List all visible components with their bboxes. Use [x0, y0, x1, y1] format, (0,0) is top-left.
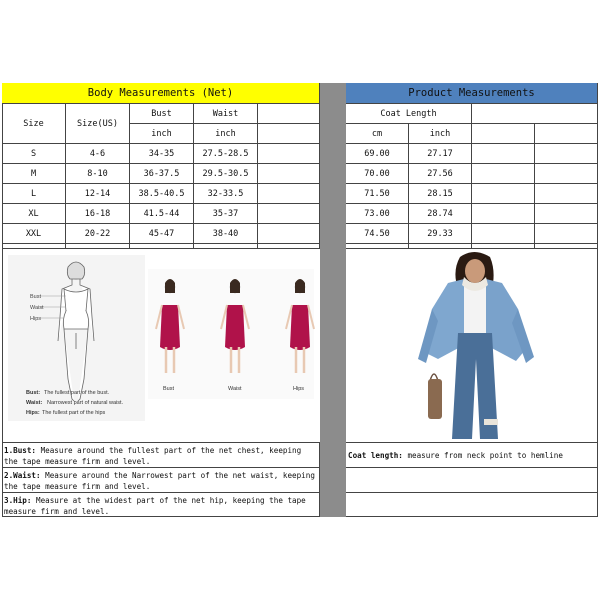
note-waist [2, 468, 320, 493]
body-cell-size: S [2, 144, 66, 164]
empty-note-row-2 [346, 493, 598, 517]
legend-bust-title: Bust: [26, 390, 41, 396]
figure-panel-bg [8, 255, 145, 421]
jeans-rip [484, 419, 498, 425]
empty-unit-b [535, 124, 598, 144]
body-cell-bust: 45-47 [130, 224, 194, 244]
empty-note-row-1 [346, 468, 598, 493]
inch-unit: inch [409, 124, 472, 144]
body-cell-us: 16-18 [66, 204, 130, 224]
handbag [428, 379, 442, 419]
product-cell-empty [535, 144, 598, 164]
body-cell-size: XXL [2, 224, 66, 244]
note-bust-title: 1.Bust: [4, 446, 37, 455]
empty-product-header [472, 104, 598, 124]
dress-label-hips: Hips [293, 386, 305, 392]
measurement-diagram [2, 249, 320, 443]
note-waist-title: 2.Waist: [4, 471, 41, 480]
product-cell-inch: 29.33 [409, 224, 472, 244]
body-cell-waist: 32-33.5 [194, 184, 258, 204]
body-cell-us: 8-10 [66, 164, 130, 184]
product-cell-empty [535, 224, 598, 244]
body-cell-bust: 41.5-44 [130, 204, 194, 224]
denim-jacket-photo [346, 249, 598, 443]
product-cell-empty [472, 184, 535, 204]
empty-unit-a [472, 124, 535, 144]
grey-divider [320, 83, 346, 517]
product-cell-cm: 74.50 [346, 224, 409, 244]
note-waist-text: Measure around the Narrowest part of the net waist, keeping the tape measure firm and level. [4, 471, 315, 491]
product-cell-inch: 27.56 [409, 164, 472, 184]
note-hip-text: Measure at the widest part of the net hip, keeping the tape measure firm and level. [4, 496, 306, 516]
note-coat-title: Coat length: [348, 451, 403, 460]
body-table-title: Body Measurements (Net) [2, 83, 320, 104]
note-bust-text: Measure around the fullest part of the net chest, keeping the tape measure firm and level. [4, 446, 302, 466]
body-cell-empty [258, 184, 320, 204]
body-cell-empty [258, 224, 320, 244]
size-us-header: Size(US) [66, 104, 130, 144]
waist-unit: inch [194, 124, 258, 144]
product-cell-inch: 28.74 [409, 204, 472, 224]
body-cell-size: M [2, 164, 66, 184]
waist-label: Waist [30, 305, 44, 311]
body-cell-bust: 34-35 [130, 144, 194, 164]
cm-unit: cm [346, 124, 409, 144]
hips-label: Hips [30, 316, 42, 322]
product-cell-cm: 73.00 [346, 204, 409, 224]
legend-waist-title: Waist: [26, 400, 43, 406]
product-cell-inch: 28.15 [409, 184, 472, 204]
body-cell-size: L [2, 184, 66, 204]
note-hip [2, 493, 320, 517]
bust-label: Bust [30, 294, 42, 300]
product-cell-cm: 69.00 [346, 144, 409, 164]
body-cell-empty [258, 164, 320, 184]
dress-label-bust: Bust [163, 386, 175, 392]
body-cell-us: 20-22 [66, 224, 130, 244]
note-coat-length [346, 443, 598, 468]
waist-header: Waist [194, 104, 258, 124]
product-photo-cell [346, 249, 598, 443]
bust-header: Bust [130, 104, 194, 124]
body-cell-bust: 38.5-40.5 [130, 184, 194, 204]
legend-hips-title: Hips: [26, 410, 40, 416]
product-cell-cm: 70.00 [346, 164, 409, 184]
body-cell-waist: 27.5-28.5 [194, 144, 258, 164]
empty-unit-cell [258, 124, 320, 144]
product-cell-empty [535, 204, 598, 224]
body-cell-empty [258, 204, 320, 224]
measurement-diagram-cell [2, 249, 320, 443]
note-hip-title: 3.Hip: [4, 496, 32, 505]
product-cell-empty [535, 164, 598, 184]
body-cell-us: 12-14 [66, 184, 130, 204]
legend-bust-desc: The fullest part of the bust. [44, 390, 110, 396]
body-cell-waist: 29.5-30.5 [194, 164, 258, 184]
product-cell-empty [472, 164, 535, 184]
bust-unit: inch [130, 124, 194, 144]
legend-waist-desc: Narrowest part of natural waist. [47, 400, 124, 406]
coat-length-header: Coat Length [346, 104, 472, 124]
body-cell-size: XL [2, 204, 66, 224]
body-cell-waist: 35-37 [194, 204, 258, 224]
empty-header-cell [258, 104, 320, 124]
body-cell-waist: 38-40 [194, 224, 258, 244]
note-bust [2, 443, 320, 468]
product-cell-empty [472, 144, 535, 164]
product-cell-cm: 71.50 [346, 184, 409, 204]
product-cell-inch: 27.17 [409, 144, 472, 164]
legend-hips-desc: The fullest part of the hips [42, 410, 106, 416]
note-coat-text: measure from neck point to hemline [407, 451, 563, 460]
product-cell-empty [472, 204, 535, 224]
dress-label-waist: Waist [228, 386, 242, 392]
body-cell-bust: 36-37.5 [130, 164, 194, 184]
product-table-title: Product Measurements [346, 83, 598, 104]
product-cell-empty [535, 184, 598, 204]
face-shape [465, 259, 485, 283]
body-cell-us: 4-6 [66, 144, 130, 164]
body-cell-empty [258, 144, 320, 164]
size-header: Size [2, 104, 66, 144]
product-cell-empty [472, 224, 535, 244]
size-chart-sheet [2, 83, 598, 517]
